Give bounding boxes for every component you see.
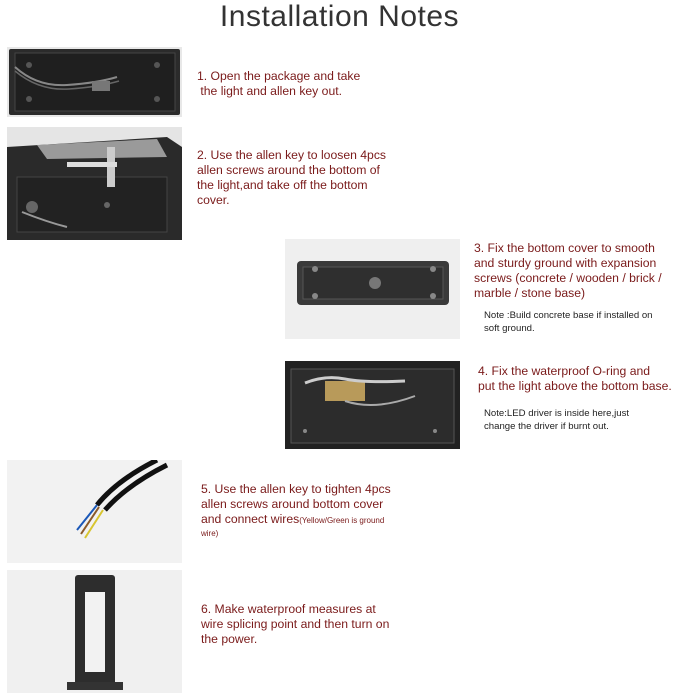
step1-text — [197, 69, 360, 99]
step5-aside2: wire) — [201, 529, 219, 538]
step3-photo — [285, 239, 460, 339]
step4-line1: 4. Fix the waterproof O-ring and — [478, 364, 651, 378]
step3-text — [474, 241, 662, 301]
page-title: Installation Notes — [219, 0, 460, 33]
step2-line2: allen screws around the bottom of — [197, 163, 380, 177]
step2-text — [197, 148, 386, 208]
step5-photo — [7, 460, 182, 563]
step5-text — [201, 482, 391, 539]
step2-line4: cover. — [197, 193, 230, 207]
step2-line1: 2. Use the allen key to loosen 4pcs — [197, 148, 387, 162]
step5-line3: and connect wires — [201, 512, 300, 526]
step3-note — [484, 309, 653, 335]
step6-line1: 6. Make waterproof measures at — [201, 602, 376, 616]
step5-line3-wrap — [201, 512, 391, 528]
step4-note — [484, 407, 629, 433]
step4-note-line1: Note:LED driver is inside here,just — [484, 408, 630, 419]
step4-note-line2: change the driver if burnt out. — [484, 421, 609, 432]
step4-text — [478, 364, 672, 394]
step3-line2: and sturdy ground with expansion — [474, 256, 657, 270]
step3-line3: screws (concrete / wooden / brick / — [474, 271, 662, 285]
step1-line2: the light and allen key out. — [197, 84, 342, 98]
step5-aside: (Yellow/Green is ground — [299, 516, 385, 525]
step6-photo — [7, 570, 182, 693]
step1-line1: 1. Open the package and take — [197, 69, 361, 83]
step4-line2: put the light above the bottom base. — [478, 379, 672, 393]
step3-line4: marble / stone base) — [474, 286, 586, 300]
step1-photo — [7, 47, 182, 117]
step2-line3: the light,and take off the bottom — [197, 178, 368, 192]
step6-line2: wire splicing point and then turn on — [201, 617, 390, 631]
step6-line3: the power. — [201, 632, 258, 646]
step3-note-line2: soft ground. — [484, 323, 535, 334]
step3-line1: 3. Fix the bottom cover to smooth — [474, 241, 655, 255]
step5-line2: allen screws around bottom cover — [201, 497, 384, 511]
step5-line1: 5. Use the allen key to tighten 4pcs — [201, 482, 391, 496]
step6-text — [201, 602, 389, 647]
step3-note-line1: Note :Build concrete base if installed on — [484, 310, 653, 321]
step2-photo — [7, 127, 182, 240]
step4-photo — [285, 361, 460, 449]
